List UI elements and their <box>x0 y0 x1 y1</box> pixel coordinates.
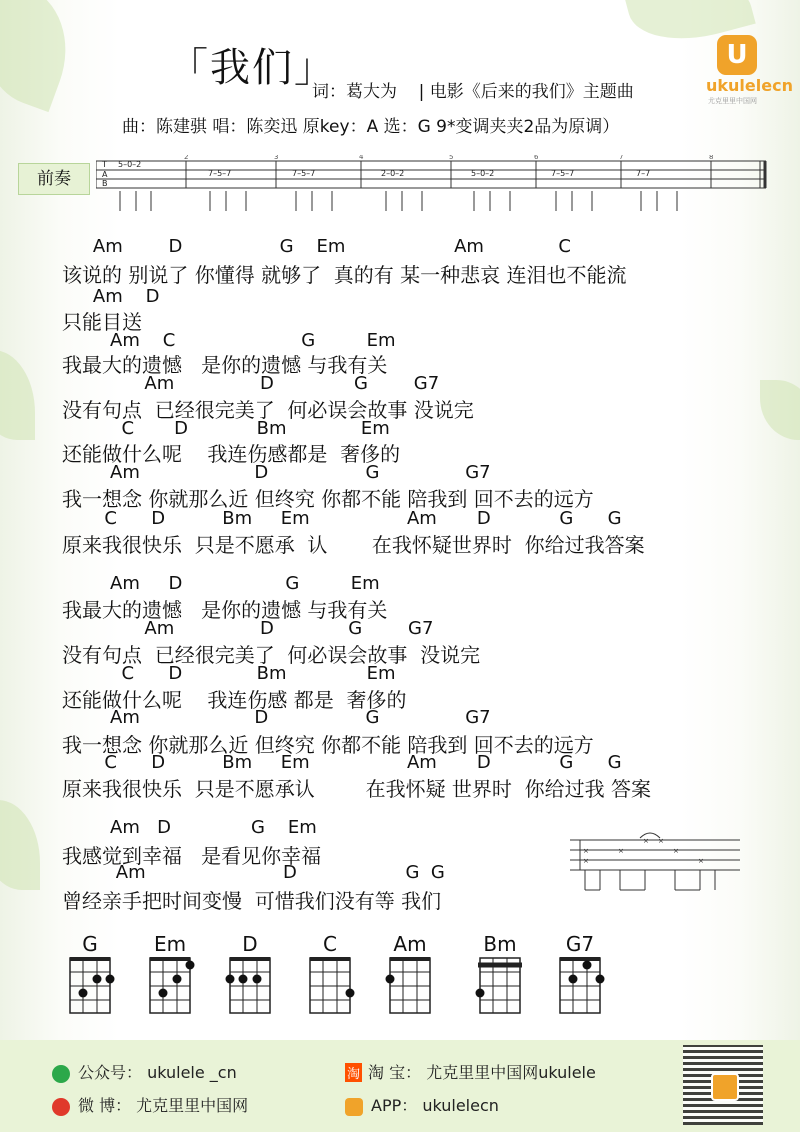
lyricist: 词：葛大为 <box>312 82 397 102</box>
lyric-line: 没有句点 已经很完美了 何必误会故事 没说完 <box>62 643 481 667</box>
svg-text:×: × <box>658 837 664 845</box>
svg-text:×: × <box>618 847 624 855</box>
lyric-line: 我最大的遗憾 是你的遗憾 与我有关 <box>62 598 388 622</box>
measure-number: 8 <box>709 155 714 161</box>
chord-diagram-g7 <box>535 932 625 1020</box>
app-text: APP： ukulelecn <box>371 1096 499 1115</box>
lyric-line: 我最大的遗憾 是你的遗憾 与我有关 <box>62 353 388 377</box>
chord-line: C D Bm Em Am D G G <box>70 752 622 773</box>
chord-line: Am D G Em <box>70 817 317 838</box>
chord-diagram-em <box>125 932 215 1020</box>
intro-label: 前奏 <box>18 163 90 195</box>
lyric-line: 该说的 别说了 你懂得 就够了 真的有 某一种悲哀 连泪也不能流 <box>62 263 627 287</box>
credits-line: 曲：陈建骐 唱：陈奕迅 原key：A 选：G 9*变调夹夹2品为原调） <box>122 117 620 137</box>
weibo-info <box>52 1093 248 1116</box>
measure-number: 6 <box>534 155 539 161</box>
fretboard-icon <box>475 956 525 1016</box>
chord-diagram-d <box>205 932 295 1020</box>
svg-text:T: T <box>102 160 107 169</box>
chord-diagram-g <box>45 932 135 1020</box>
fretboard-icon <box>145 956 195 1016</box>
chord-name: Am <box>393 932 427 956</box>
chord-name: C <box>323 932 337 956</box>
chord-name: G <box>82 932 98 956</box>
svg-text:7–5–7: 7–5–7 <box>551 169 575 178</box>
wechat-info <box>52 1060 237 1083</box>
chord-diagram-c <box>285 932 375 1020</box>
fretboard-icon <box>555 956 605 1016</box>
lyric-line: 我感觉到幸福 是看见你幸福 <box>62 844 322 868</box>
svg-text:×: × <box>643 837 649 845</box>
wechat-text: 公众号： ukulele _cn <box>78 1063 237 1082</box>
svg-text:×: × <box>673 847 679 855</box>
svg-text:×: × <box>698 857 704 865</box>
lyric-line: 没有句点 已经很完美了 何必误会故事 没说完 <box>62 398 474 422</box>
fretboard-icon <box>65 956 115 1016</box>
intro-tablature <box>96 155 776 215</box>
chord-name: D <box>242 932 258 956</box>
measure-number: 3 <box>274 155 279 161</box>
svg-text:B: B <box>102 179 108 188</box>
chord-line: Am D G G7 <box>70 707 491 728</box>
lyric-line: 曾经亲手把时间变慢 可惜我们没有等 我们 <box>62 889 442 913</box>
lyricist-and-movie <box>312 77 634 102</box>
measure-number: 4 <box>359 155 364 161</box>
chord-line: C D Bm Em <box>70 663 396 684</box>
chord-line: Am D <box>70 286 160 307</box>
lyric-line: 还能做什么呢 我连伤感 都是 奢侈的 <box>62 688 407 712</box>
chord-name: Bm <box>483 932 517 956</box>
chord-line: C D Bm Em Am D G G <box>70 508 622 529</box>
chord-name: Em <box>153 932 187 956</box>
lyric-line: 只能目送 <box>62 310 142 334</box>
ending-tablature <box>570 830 745 900</box>
lyric-line: 我一想念 你就那么近 但终究 你都不能 陪我到 回不去的远方 <box>62 487 594 511</box>
fretboard-icon <box>385 956 435 1016</box>
svg-text:5–0–2: 5–0–2 <box>118 160 142 169</box>
measure-number: 7 <box>619 155 624 161</box>
svg-text:7–7: 7–7 <box>636 169 651 178</box>
chord-name: G7 <box>565 932 595 956</box>
wechat-icon <box>52 1065 70 1083</box>
chord-line: C D Bm Em <box>70 418 390 439</box>
chord-line: Am D G G7 <box>70 373 440 394</box>
svg-text:×: × <box>583 857 589 865</box>
app-info <box>345 1093 499 1116</box>
weibo-icon <box>52 1098 70 1116</box>
movie-info: | 电影《后来的我们》主题曲 <box>418 82 634 102</box>
svg-text:7–5–7: 7–5–7 <box>208 169 232 178</box>
fretboard-icon <box>305 956 355 1016</box>
logo-text: ukulelecn <box>706 76 793 95</box>
weibo-text: 微 博： 尤克里里中国网 <box>78 1096 249 1115</box>
logo-subtitle: 尤克里里中国网 <box>708 97 757 105</box>
logo-icon: U <box>717 35 757 75</box>
lyric-line: 原来我很快乐 只是不愿承 认 在我怀疑世界时 你给过我答案 <box>62 533 645 557</box>
svg-text:×: × <box>583 847 589 855</box>
taobao-icon: 淘 <box>345 1063 362 1082</box>
measure-number: 2 <box>184 155 189 161</box>
chord-line: Am D G G <box>70 862 445 883</box>
qr-logo-icon <box>711 1073 739 1101</box>
chord-line: Am D G Em Am C <box>70 236 571 257</box>
svg-text:A: A <box>102 170 108 179</box>
chord-line: Am C G Em <box>70 330 396 351</box>
song-title: 「我们」 <box>168 45 336 91</box>
chord-diagram-am <box>365 932 455 1020</box>
taobao-info <box>345 1060 596 1083</box>
chord-line: Am D G G7 <box>70 618 434 639</box>
chord-diagram-bm <box>455 932 545 1020</box>
measure-number: 5 <box>449 155 454 161</box>
svg-text:2–0–2: 2–0–2 <box>381 169 405 178</box>
lyric-line: 还能做什么呢 我连伤感都是 奢侈的 <box>62 442 401 466</box>
footer-bar <box>0 1040 800 1132</box>
svg-text:7–5–7: 7–5–7 <box>292 169 316 178</box>
fretboard-icon <box>225 956 275 1016</box>
lyric-line: 我一想念 你就那么近 但终究 你都不能 陪我到 回不去的远方 <box>62 733 594 757</box>
taobao-text: 淘 宝： 尤克里里中国网ukulele <box>368 1063 596 1082</box>
chord-line: Am D G Em <box>70 573 380 594</box>
lyric-line: 原来我很快乐 只是不愿承认 在我怀疑 世界时 你给过我 答案 <box>62 777 652 801</box>
svg-text:5–0–2: 5–0–2 <box>471 169 495 178</box>
chord-line: Am D G G7 <box>70 462 491 483</box>
app-icon <box>345 1098 363 1116</box>
